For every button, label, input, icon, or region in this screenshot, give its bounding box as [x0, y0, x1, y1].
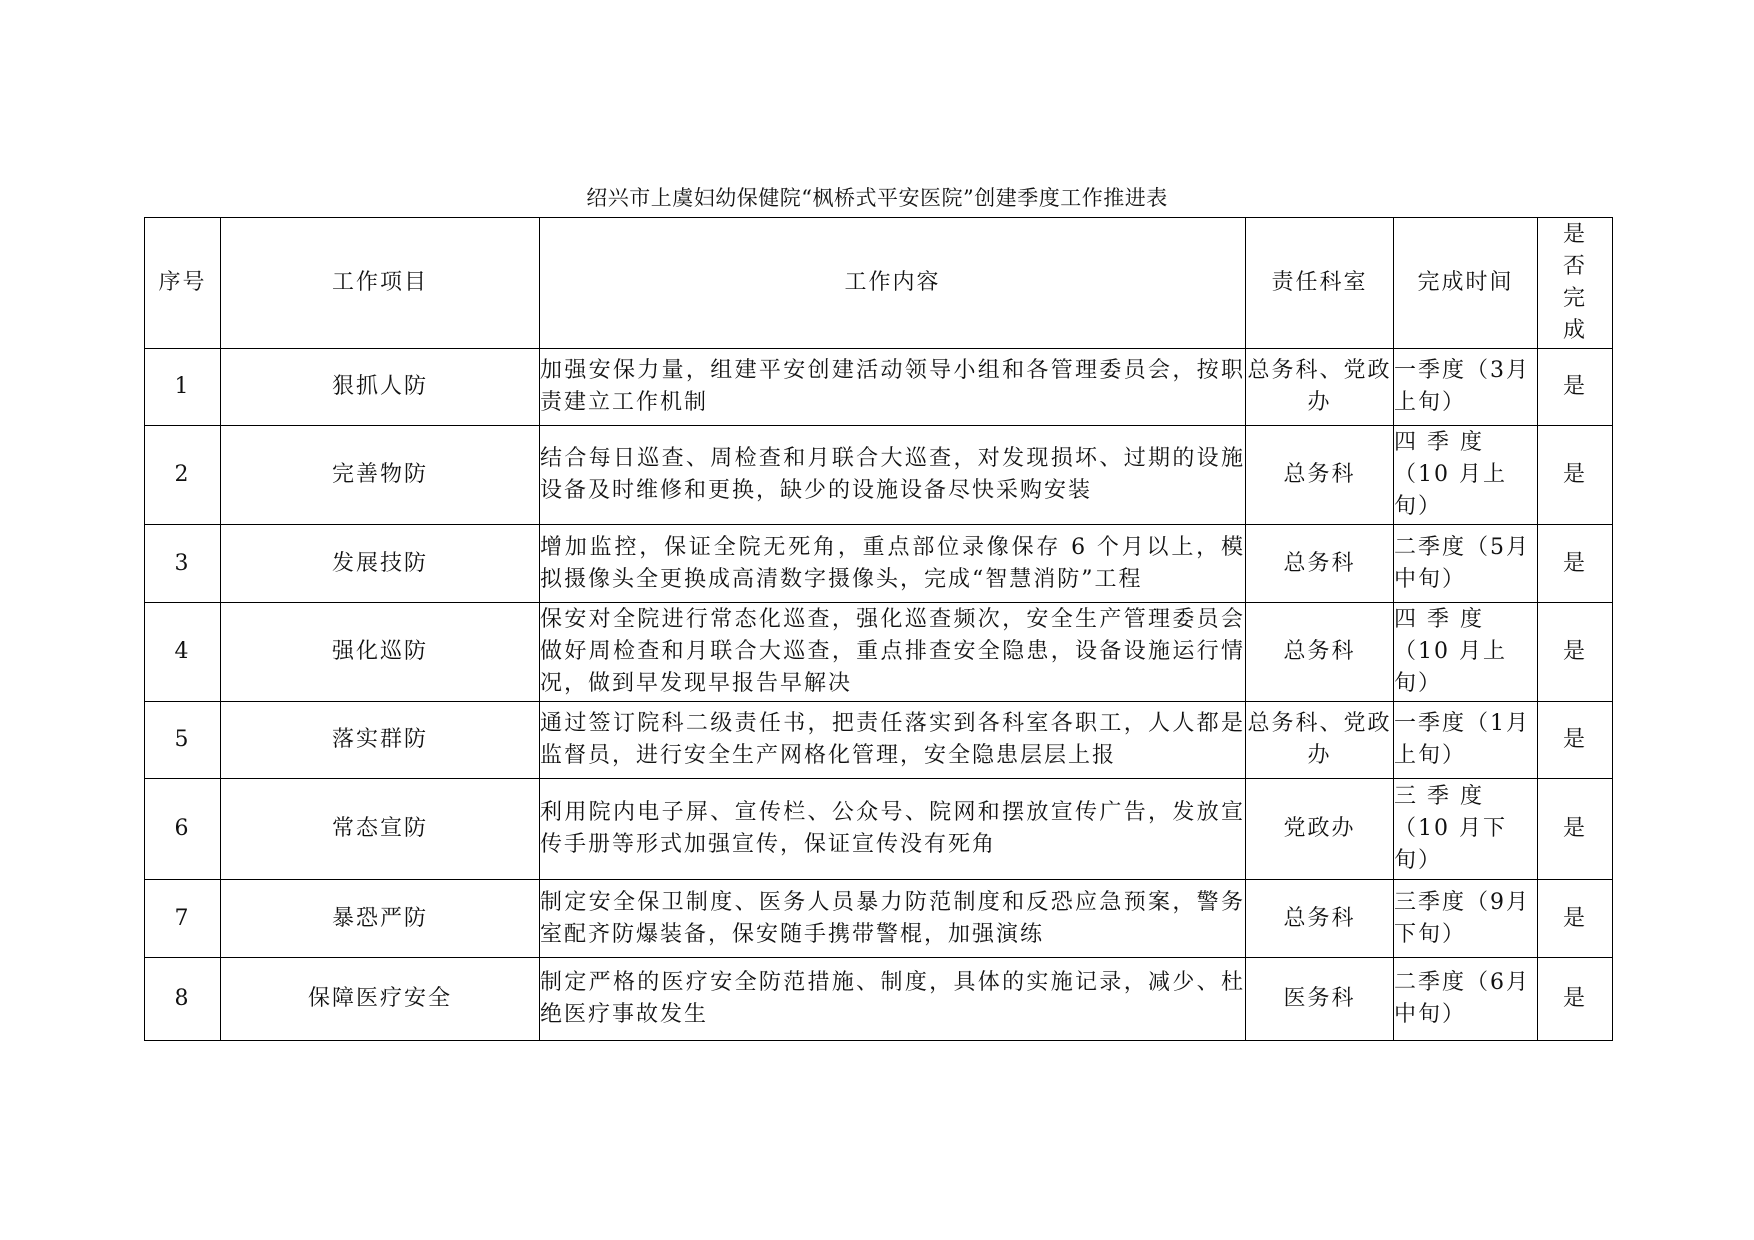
cell-no: 1 [145, 349, 221, 426]
header-done [1538, 218, 1613, 349]
cell-time: 二季度（5月中旬） [1394, 525, 1538, 603]
cell-dept: 总务科 [1246, 880, 1394, 958]
cell-item: 保障医疗安全 [221, 958, 540, 1041]
cell-item: 常态宣防 [221, 779, 540, 880]
page-title: 绍兴市上虞妇幼保健院“枫桥式平安医院”创建季度工作推进表 [586, 186, 1168, 210]
header-time: 完成时间 [1394, 218, 1538, 349]
cell-item: 完善物防 [221, 426, 540, 525]
cell-dept: 总务科、党政办 [1246, 349, 1394, 426]
cell-dept: 总务科 [1246, 603, 1394, 702]
cell-dept: 总务科 [1246, 426, 1394, 525]
cell-dept: 总务科、党政办 [1246, 702, 1394, 779]
header-no: 序号 [145, 218, 221, 349]
cell-item: 暴恐严防 [221, 880, 540, 958]
cell-time: 一季度（3月上旬） [1394, 349, 1538, 426]
cell-no: 7 [145, 880, 221, 958]
cell-no: 4 [145, 603, 221, 702]
work-progress-table [144, 217, 1613, 1041]
cell-no: 2 [145, 426, 221, 525]
cell-content: 利用院内电子屏、宣传栏、公众号、院网和摆放宣传广告，发放宣传手册等形式加强宣传，保证宣传没有死角 [540, 779, 1246, 880]
cell-done: 是 [1538, 880, 1613, 958]
cell-content: 加强安保力量，组建平安创建活动领导小组和各管理委员会，按职责建立工作机制 [540, 349, 1246, 426]
header-dept: 责任科室 [1246, 218, 1394, 349]
table-row [145, 779, 1613, 880]
cell-done: 是 [1538, 426, 1613, 525]
cell-content: 制定严格的医疗安全防范措施、制度，具体的实施记录，减少、杜绝医疗事故发生 [540, 958, 1246, 1041]
header-done-char: 完 [1562, 286, 1587, 311]
cell-time: 三 季 度（10 月下旬） [1394, 779, 1538, 880]
cell-done: 是 [1538, 702, 1613, 779]
header-content: 工作内容 [540, 218, 1246, 349]
table-row [145, 525, 1613, 603]
table-header-row [145, 218, 1613, 349]
cell-item: 狠抓人防 [221, 349, 540, 426]
cell-item: 强化巡防 [221, 603, 540, 702]
cell-content: 结合每日巡查、周检查和月联合大巡查，对发现损坏、过期的设施设备及时维修和更换，缺少的设施设备尽快采购安装 [540, 426, 1246, 525]
cell-no: 3 [145, 525, 221, 603]
cell-dept: 党政办 [1246, 779, 1394, 880]
cell-time: 三季度（9月下旬） [1394, 880, 1538, 958]
header-done-char: 是 [1562, 222, 1587, 247]
cell-done: 是 [1538, 349, 1613, 426]
header-done-char: 成 [1562, 318, 1587, 343]
table-row [145, 426, 1613, 525]
table-row [145, 603, 1613, 702]
cell-time: 四 季 度（10 月上旬） [1394, 603, 1538, 702]
cell-done: 是 [1538, 525, 1613, 603]
cell-dept: 医务科 [1246, 958, 1394, 1041]
header-item: 工作项目 [221, 218, 540, 349]
cell-dept: 总务科 [1246, 525, 1394, 603]
cell-content: 制定安全保卫制度、医务人员暴力防范制度和反恐应急预案，警务室配齐防爆装备，保安随手携带警棍，加强演练 [540, 880, 1246, 958]
table-row [145, 880, 1613, 958]
header-done-char: 否 [1562, 254, 1587, 279]
table-row [145, 702, 1613, 779]
cell-time: 四 季 度（10 月上旬） [1394, 426, 1538, 525]
cell-time: 二季度（6月中旬） [1394, 958, 1538, 1041]
table-row [145, 958, 1613, 1041]
cell-time: 一季度（1月上旬） [1394, 702, 1538, 779]
cell-no: 8 [145, 958, 221, 1041]
cell-item: 发展技防 [221, 525, 540, 603]
cell-content: 保安对全院进行常态化巡查，强化巡查频次，安全生产管理委员会做好周检查和月联合大巡查，重点排查安全隐患，设备设施运行情况，做到早发现早报告早解决 [540, 603, 1246, 702]
cell-item: 落实群防 [221, 702, 540, 779]
cell-done: 是 [1538, 958, 1613, 1041]
cell-no: 6 [145, 779, 221, 880]
cell-content: 通过签订院科二级责任书，把责任落实到各科室各职工，人人都是监督员，进行安全生产网格化管理，安全隐患层层上报 [540, 702, 1246, 779]
cell-content: 增加监控，保证全院无死角，重点部位录像保存 6 个月以上，模拟摄像头全更换成高清数字摄像头，完成“智慧消防”工程 [540, 525, 1246, 603]
cell-done: 是 [1538, 779, 1613, 880]
cell-done: 是 [1538, 603, 1613, 702]
table-row [145, 349, 1613, 426]
cell-no: 5 [145, 702, 221, 779]
